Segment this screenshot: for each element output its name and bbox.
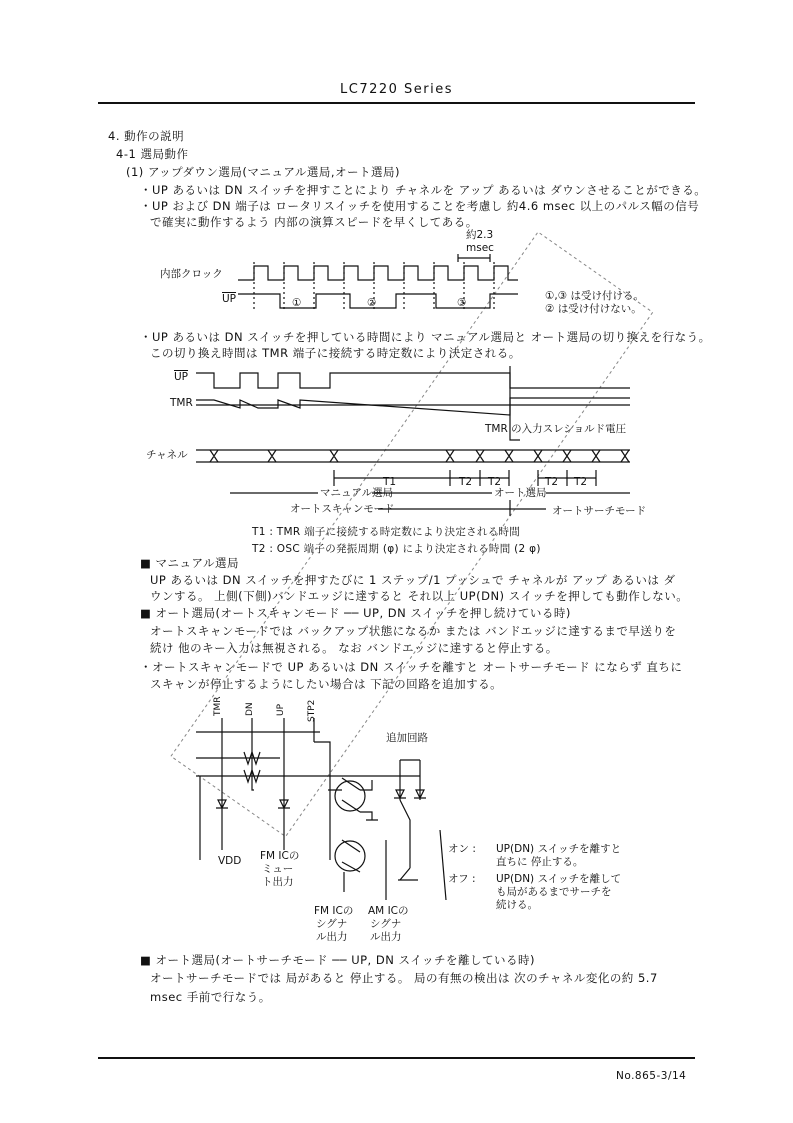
autoscan-line4: スキャンが停止するようにしたい場合は 下記の回路を追加する。	[150, 677, 503, 691]
t2-definition: T2 : OSC 端子の発振周期 (φ) により決定される時間 (2 φ)	[252, 543, 541, 555]
autoscan-heading: ■ オート選局(オートスキャンモード ── UP, DN スイッチを押し続けている時)	[140, 606, 571, 620]
tmr-signal-label: TMR	[170, 397, 193, 409]
pin-dn: DN	[245, 702, 255, 716]
internal-clock-wave	[238, 266, 518, 280]
channel-label: チャネル	[146, 449, 188, 461]
pin-up: UP	[276, 703, 286, 716]
added-circuit-label: 追加回路	[386, 732, 428, 744]
timing1-note-1: ①,③ は受け付ける。	[545, 290, 645, 302]
subsection-heading: 4-1 選局動作	[116, 147, 189, 161]
autosearch-heading: ■ オート選局(オートサーチモード ── UP, DN スイッチを離している時)	[140, 953, 536, 967]
t1-label: T1	[383, 476, 397, 488]
up-timing-wave	[196, 373, 630, 388]
autoscan-mode-label: オートスキャンモード	[290, 503, 395, 515]
am-signal-line3: ル出力	[370, 931, 402, 943]
t1-definition: T1 : TMR 端子に接続する時定数により決定される時間	[252, 526, 521, 538]
transistor-2	[342, 840, 360, 872]
para1-line2: ・UP および DN 端子は ロータリスイッチを使用することを考慮し 約4.6 msec 以上のパルス幅の信号	[140, 199, 700, 213]
para2-line2: この切り換え時間は TMR 端子に接続する時定数により決定される。	[150, 346, 521, 360]
switch-off-text3: 続ける。	[496, 899, 538, 911]
manual-line1: UP あるいは DN スイッチを押すたびに 1 ステップ/1 プッシュで チャネルが アップ あるいは ダ	[150, 573, 676, 587]
para2-line1: ・UP あるいは DN スイッチを押している時間により マニュアル選局と オート選局の切り換えを行なう。	[140, 330, 711, 344]
vdd-label: VDD	[218, 855, 242, 867]
autosearch-mode-label: オートサーチモード	[552, 505, 647, 517]
pulse-mark-3: ③	[457, 297, 467, 309]
am-signal-line1: AM ICの	[368, 905, 409, 917]
t2-label-b: T2	[488, 476, 502, 488]
clock-period-unit: msec	[466, 242, 494, 254]
fm-mute-line1: FM ICの	[260, 850, 300, 862]
up-signal-label: $\overline{UP}$	[222, 293, 237, 305]
section-heading: 4. 動作の説明	[108, 129, 185, 143]
t2-label-d: T2	[574, 476, 588, 488]
switch-on-text2: 直ちに 停止する。	[496, 856, 584, 868]
auto-tuning-label: オート選局	[494, 487, 547, 499]
fm-signal-line3: ル出力	[316, 931, 348, 943]
fm-signal-line1: FM ICの	[314, 905, 354, 917]
manual-line2: ウンする。 上側(下側)バンドエッジに達すると それ以上 UP(DN) スイッチを押しても動作しない。	[150, 589, 689, 603]
transistor-1	[328, 778, 360, 812]
para1-line3: で確実に動作するよう 内部の演算スピードを早くしてある。	[150, 215, 478, 229]
switch-off-label: オフ :	[448, 873, 476, 885]
clock-period-label: 約2.3	[466, 229, 494, 241]
autoscan-line2: 続け 他のキー入力は無視される。 なお バンドエッジに達すると停止する。	[150, 641, 558, 655]
pin-tmr: TMR	[213, 696, 223, 716]
switch-on-label: オン :	[448, 843, 476, 855]
pin-stp2: STP2	[307, 699, 317, 722]
page-number: No.865-3/14	[616, 1070, 687, 1082]
bracket	[440, 830, 446, 900]
autoscan-line1: オートスキャンモードでは バックアップ状態になるか または バンドエッジに達するまで早送りを	[150, 624, 677, 638]
t2-label-a: T2	[459, 476, 473, 488]
tmr-threshold-label: TMR の入力スレショルド電圧	[485, 423, 627, 435]
fm-signal-line2: シグナ	[316, 918, 348, 930]
switch-on-text1: UP(DN) スイッチを離すと	[496, 843, 622, 855]
tmr-ramp-wave	[196, 398, 630, 415]
timing1-note-2: ② は受け付けない。	[545, 303, 642, 315]
switch-off-text1: UP(DN) スイッチを離して	[496, 873, 622, 885]
up-signal-label-2: $\overline{UP}$	[174, 371, 189, 383]
autosearch-line1: オートサーチモードでは 局があると 停止する。 局の有無の検出は 次のチャネル変化の約 5.7	[150, 971, 658, 985]
switch-off-text2: も局があるまでサーチを	[496, 886, 612, 898]
pulse-mark-2: ②	[367, 297, 377, 309]
manual-tuning-label: マニュアル選局	[320, 487, 394, 499]
manual-heading: ■ マニュアル選局	[140, 556, 240, 570]
pulse-mark-1: ①	[292, 297, 302, 309]
t2-label-c: T2	[545, 476, 559, 488]
up-pulse-wave	[238, 294, 518, 308]
internal-clock-label: 内部クロック	[160, 268, 223, 280]
fm-mute-line2: ミュー	[262, 863, 294, 875]
am-signal-line2: シグナ	[370, 918, 402, 930]
fm-mute-line3: ト出力	[262, 876, 294, 888]
autoscan-line3: ・オートスキャンモードで UP あるいは DN スイッチを離すと オートサーチモード にならず 直ちに	[140, 660, 683, 674]
autosearch-line2: msec 手前で行なう。	[150, 990, 271, 1004]
item-heading: (1) アップダウン選局(マニュアル選局,オート選局)	[126, 165, 401, 179]
page-title: LC7220 Series	[340, 82, 454, 97]
para1-line1: ・UP あるいは DN スイッチを押すことにより チャネルを アップ あるいは ダウンさせることができる。	[140, 183, 707, 197]
